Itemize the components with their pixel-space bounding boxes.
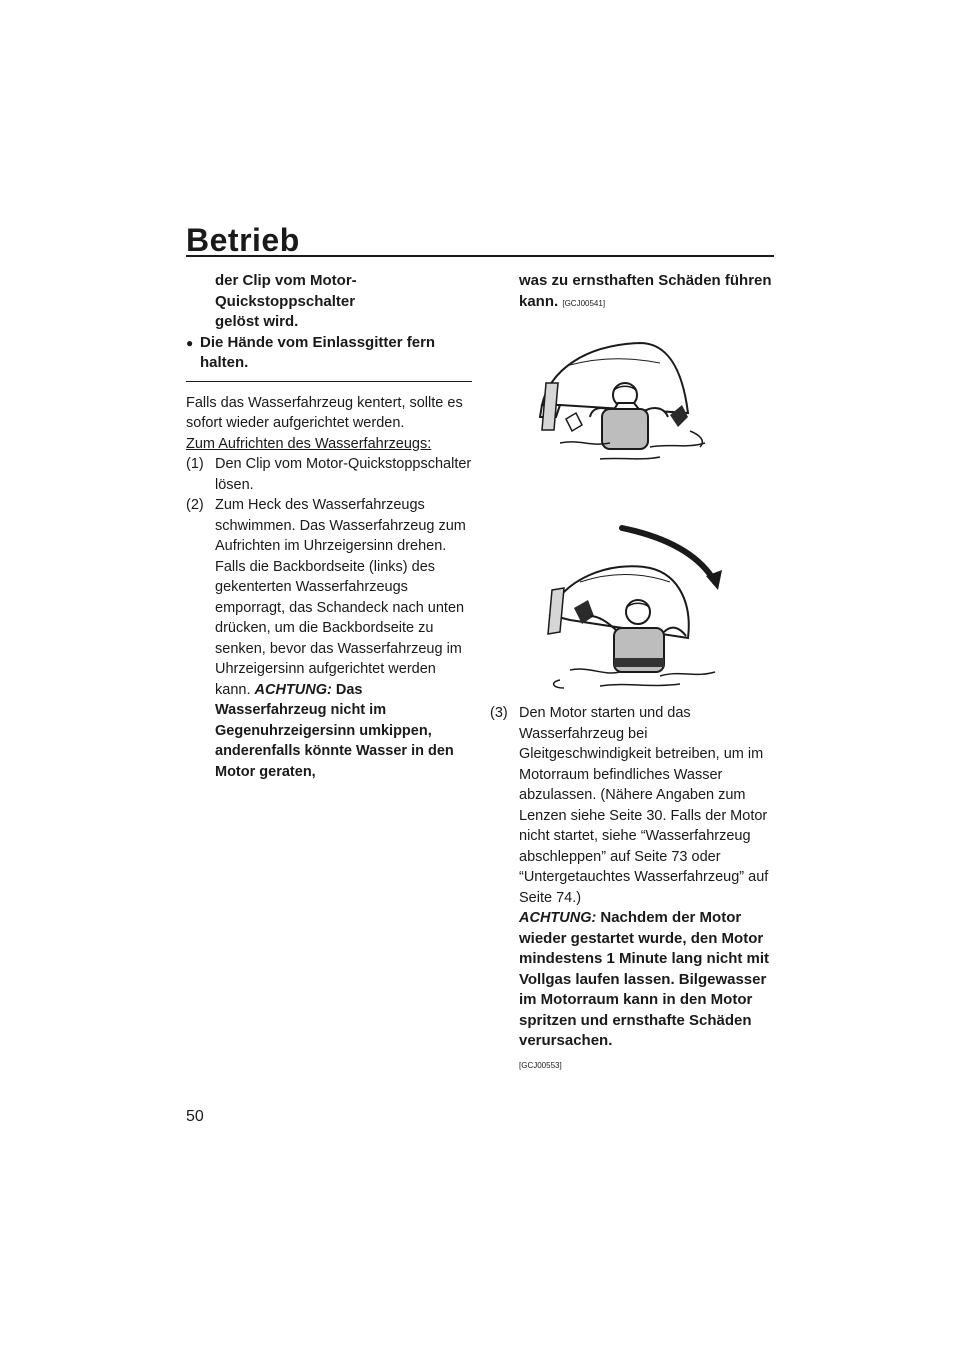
step-2-achtung-text: Das Wasserfahrzeug nicht im Gegenuhrzeigersinn umkippen, anderenfalls könnte Wasser in den Motor geraten, [215, 681, 454, 780]
procedure-subheading: Zum Aufrichten des Wasserfahrzeugs: [186, 435, 432, 452]
step-1 [186, 454, 472, 495]
step-2-number: (2) [186, 497, 204, 513]
warning-bullet-text: Die Hände vom Einlassgitter fern halten. [200, 333, 436, 371]
caution-continuation-line-2 [490, 292, 774, 315]
capsized-craft-illustration-1 [530, 335, 720, 470]
warning-bullet-item [186, 333, 472, 374]
warning-continuation-line-2: gelöst wird. [215, 313, 299, 330]
step-2-text: Zum Heck des Wasserfahrzeugs schwimmen. Das Wasserfahrzeug zum Aufrichten im Uhrzeigersinn drehen. Falls die Backbordseite (links) des gekenterten Wasserfahrzeugs emporragt, das Schandeck nach unten drücken, um die Backbordseite zu senken, bevor das Wasserfahrzeug im Uhrzeigersinn aufgerichtet werden kann. [215, 497, 466, 698]
right-column-lower [490, 703, 774, 1072]
caution-code-2: [GCJ00553] [519, 1060, 562, 1070]
warning-end-rule [186, 381, 472, 382]
page-title: Betrieb [186, 222, 300, 258]
step-3-body [519, 703, 774, 1072]
intro-paragraph: Falls das Wasserfahrzeug kentert, sollte es sofort wieder aufgerichtet werden. [186, 394, 463, 431]
caution-continuation-line-1: was zu ernsthaften Schäden führen [519, 272, 772, 289]
step-2-achtung-label: ACHTUNG: [254, 681, 332, 698]
step-1-number: (1) [186, 456, 204, 472]
step-1-text: Den Clip vom Motor-Quickstoppschalter lösen. [215, 456, 472, 493]
step-3-achtung-text: Nachdem der Motor wieder gestartet wurde, den Motor mindestens 1 Minute lang nicht mit Vollgas laufen lassen. Bilgewasser im Motorraum kann in den Motor spritzen und ernsthafte Schäden verursachen. [519, 909, 770, 1049]
warning-continuation-line-1: der Clip vom Motor-Quickstoppschalter [215, 272, 357, 310]
page-number: 50 [186, 1108, 204, 1125]
bullet-icon: ● [186, 335, 194, 350]
left-column [186, 271, 472, 782]
title-rule [186, 255, 774, 257]
caution-continuation-text: kann. [519, 292, 559, 310]
step-3-text: Den Motor starten und das Wasserfahrzeug bei Gleitgeschwindigkeit betreiben, um im Motorraum befindliches Wasser abzulassen. (Nähere Angaben zum Lenzen siehe Seite 30. Falls der Motor nicht startet, siehe “Wasserfahrzeug abschleppen” auf Seite 73 oder “Untergetauchtes Wasserfahrzeug” auf Seite 74.) [519, 705, 769, 906]
step-3 [490, 703, 774, 1072]
step-2 [186, 495, 472, 782]
step-2-body [215, 495, 472, 782]
right-column [490, 271, 774, 314]
righting-craft-illustration-2 [530, 520, 730, 695]
step-3-number: (3) [490, 705, 508, 721]
caution-code-1: [GCJ00541] [562, 298, 606, 308]
step-3-achtung-label: ACHTUNG: [519, 910, 597, 926]
